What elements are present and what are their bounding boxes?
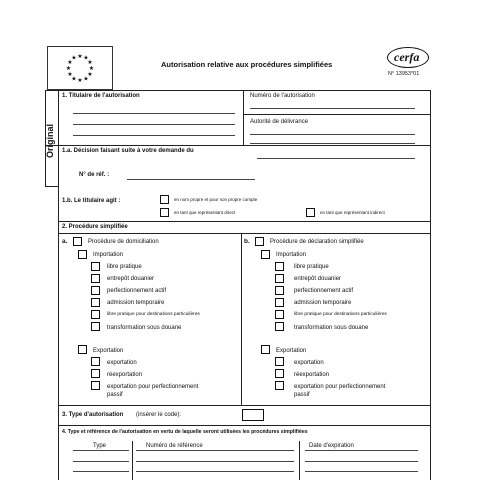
b-import-item-checkbox[interactable] (275, 286, 284, 295)
b-export-item-checkbox[interactable] (275, 381, 284, 390)
simplified-declaration-checkbox[interactable] (255, 237, 264, 246)
a-export-item-checkbox[interactable] (91, 369, 100, 378)
a-import-item-checkbox[interactable] (91, 286, 100, 295)
frame-sep-4 (58, 405, 430, 406)
b-import-item-label: libre pratique (294, 264, 329, 270)
svg-text:★: ★ (87, 71, 93, 78)
frame-mid-1-sep (243, 114, 430, 115)
authority-label: Autorité de délivrance (250, 119, 309, 125)
a-import-item-checkbox[interactable] (91, 274, 100, 283)
b-import-item-label: admission temporaire (294, 300, 352, 306)
b-export-item-label: réexportation (294, 372, 330, 378)
original-label (45, 124, 55, 158)
a-export-item-checkbox[interactable] (91, 357, 100, 366)
a-export-item-label-cont: passif (107, 392, 123, 398)
b-import-item-checkbox[interactable] (275, 298, 284, 307)
b-export-item-label-cont: passif (294, 392, 310, 398)
b-export-item-checkbox[interactable] (275, 369, 284, 378)
frame-mid-2 (241, 233, 242, 405)
section1a-label: 1.a. Décision faisant suite à votre demande du (62, 148, 194, 154)
eu-stars-icon (48, 47, 112, 89)
col-a-letter: a. (62, 238, 68, 245)
b-import-item-label: entrepôt douanier (294, 276, 342, 282)
svg-text:★: ★ (83, 75, 89, 83)
frame-left-outer (45, 90, 46, 186)
a-export-item-checkbox[interactable] (91, 381, 100, 390)
b-import-checkbox[interactable] (261, 250, 270, 259)
own-account-label: en nom propre et pour son propre compte (174, 197, 258, 202)
svg-text:★: ★ (67, 59, 73, 66)
section1-label: 1. Titulaire de l'autorisation (62, 93, 140, 99)
auth-number-label: Numéro de l'autorisation (250, 93, 315, 99)
authorization-code-input[interactable] (242, 409, 264, 421)
b-import-label: Importation (276, 252, 307, 258)
svg-text:★: ★ (83, 54, 89, 62)
frame-sep-1 (45, 145, 430, 146)
date-row-line[interactable] (305, 461, 418, 462)
eu-flag-logo (47, 46, 113, 90)
original-label-text: Original (45, 123, 55, 158)
frame-left-inner (58, 90, 59, 480)
b-export-item-label: exportation (294, 360, 324, 366)
request-date-line[interactable] (257, 158, 415, 159)
col-b-letter: b. (244, 238, 250, 245)
auth-number-line[interactable] (250, 108, 415, 109)
b-export-label: Exportation (276, 348, 307, 354)
b-import-item-label: perfectionnement actif (294, 288, 354, 294)
indirect-rep-label: en tant que représentant indirect (320, 210, 385, 215)
a-export-item-label: réexportation (107, 372, 143, 378)
col-type-header-line (73, 450, 129, 451)
section3-hint: (insérer le code): (136, 412, 182, 418)
frame-sep-5 (58, 425, 430, 426)
a-export-item-label: exportation (107, 360, 137, 366)
frame-mid-1 (243, 90, 244, 145)
section4-label: 4. Type et référence de l'autorisation en vertu de laquelle seront utilisées les procédures simplifiées (62, 429, 308, 435)
a-export-label: Exportation (93, 348, 124, 354)
indirect-rep-checkbox[interactable] (306, 208, 315, 217)
frame-right (430, 90, 431, 480)
b-export-item-checkbox[interactable] (275, 357, 284, 366)
frame-sep-2 (58, 221, 430, 222)
holder-line-1[interactable] (73, 113, 235, 114)
svg-text:★: ★ (71, 75, 77, 83)
authority-line-2[interactable] (250, 143, 415, 144)
a-import-item-label: admission temporaire (107, 300, 165, 306)
section2-label: 2. Procédure simplifiée (62, 224, 128, 230)
svg-text:★: ★ (65, 65, 72, 72)
b-import-item-checkbox[interactable] (275, 322, 284, 331)
cerfa-logo-text: cerfa (394, 50, 420, 64)
b-import-item-checkbox[interactable] (275, 310, 284, 319)
a-import-item-checkbox[interactable] (91, 310, 100, 319)
type-row-line[interactable] (73, 461, 129, 462)
svg-text:★: ★ (87, 59, 93, 66)
a-import-item-checkbox[interactable] (91, 262, 100, 271)
col-date-header-line (305, 450, 418, 451)
a-import-label: Importation (93, 252, 124, 258)
a-export-checkbox[interactable] (78, 345, 87, 354)
ref-line[interactable] (127, 179, 255, 180)
col-ref-header: Numéro de référence (146, 443, 203, 449)
a-import-item-label: perfectionnement actif (107, 288, 167, 294)
ref-row-line[interactable] (136, 471, 294, 472)
date-row-line[interactable] (305, 471, 418, 472)
cerfa-logo (387, 47, 429, 68)
direct-rep-label: en tant que représentant direct (174, 210, 236, 215)
section1b-label: 1.b. Le titulaire agit : (62, 198, 121, 204)
simplified-declaration-label: Procédure de déclaration simplifiée (270, 239, 364, 245)
b-export-item-label: exportation pour perfectionnement (294, 384, 386, 390)
form-number: N° 13953*01 (388, 71, 420, 77)
a-import-item-label: libre pratique pour destinations particulières (107, 312, 200, 317)
col-divider-2 (299, 441, 300, 480)
svg-text:★: ★ (67, 71, 73, 78)
a-import-item-checkbox[interactable] (91, 322, 100, 331)
svg-text:★: ★ (88, 65, 95, 72)
frame-top (45, 90, 430, 91)
holder-line-2[interactable] (73, 124, 235, 125)
b-import-item-label: transformation sous douane (294, 325, 369, 331)
frame-sep-1a (45, 186, 58, 187)
b-import-item-checkbox[interactable] (275, 274, 284, 283)
direct-rep-checkbox[interactable] (160, 208, 169, 217)
svg-text:★: ★ (77, 77, 83, 84)
a-import-item-checkbox[interactable] (91, 298, 100, 307)
domiciliation-checkbox[interactable] (73, 237, 82, 246)
form-title: Autorisation relative aux procédures simplifiées (161, 60, 333, 69)
holder-line-3[interactable] (73, 135, 235, 136)
domiciliation-label: Procédure de domiciliation (88, 239, 159, 245)
ref-row-line[interactable] (136, 461, 294, 462)
frame-sep-3 (58, 233, 430, 234)
b-export-checkbox[interactable] (261, 345, 270, 354)
svg-text:★: ★ (71, 54, 77, 62)
own-account-checkbox[interactable] (160, 195, 169, 204)
a-import-checkbox[interactable] (78, 250, 87, 259)
a-export-item-label: exportation pour perfectionnement (107, 384, 199, 390)
type-row-line[interactable] (73, 471, 129, 472)
a-import-item-label: transformation sous douane (107, 325, 182, 331)
svg-text:★: ★ (77, 53, 83, 60)
col-type-header: Type (93, 443, 107, 449)
col-ref-header-line (136, 450, 294, 451)
a-import-item-label: entrepôt douanier (107, 276, 155, 282)
a-import-item-label: libre pratique (107, 264, 142, 270)
ref-label: N° de réf. : (79, 172, 110, 178)
b-import-item-checkbox[interactable] (275, 262, 284, 271)
b-import-item-label: libre pratique pour destinations particulières (294, 312, 387, 317)
authority-line-1[interactable] (250, 134, 415, 135)
col-date-header: Date d'expiration (309, 443, 354, 449)
section3-label: 3. Type d'autorisation (62, 412, 124, 418)
col-divider-1 (132, 441, 133, 480)
